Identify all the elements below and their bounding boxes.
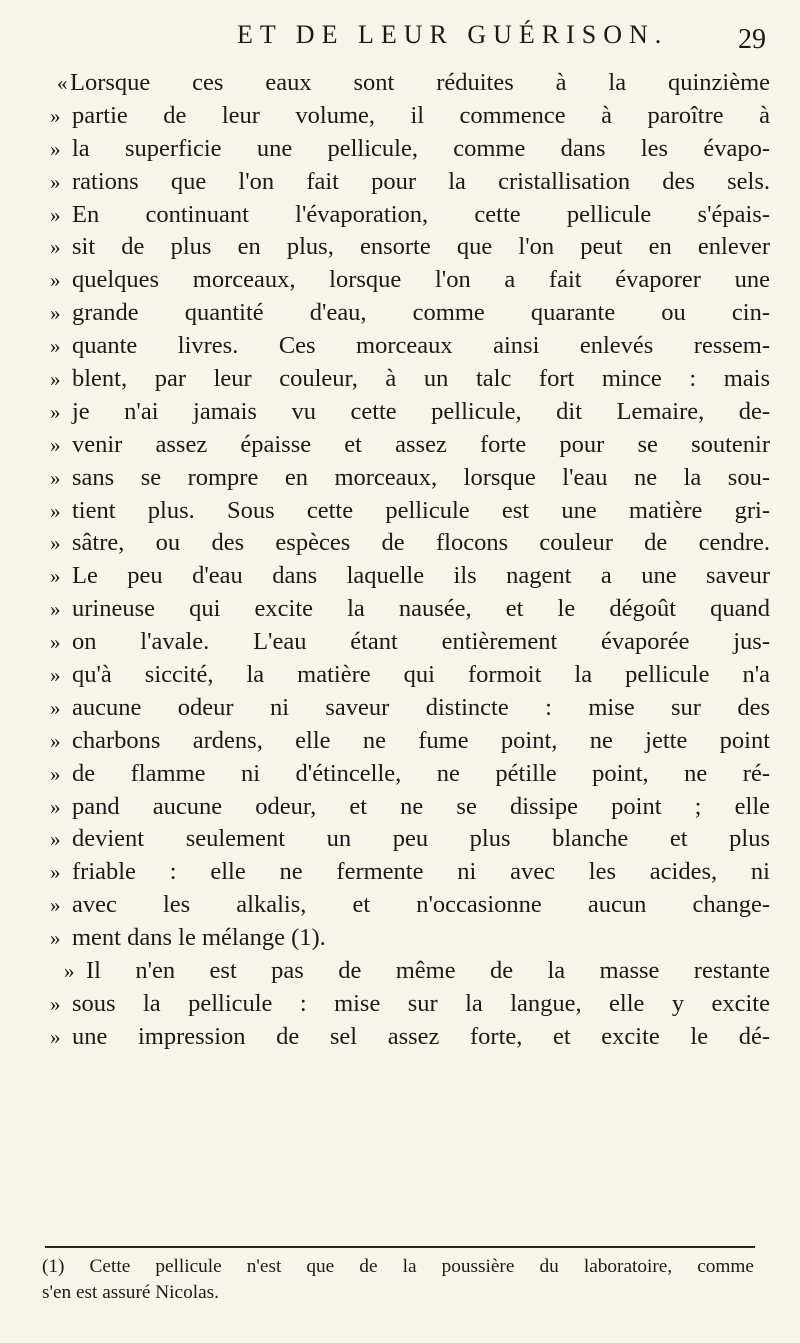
running-head: ET DE LEUR GUÉRISON.: [237, 20, 669, 49]
line-text: une impression de sel assez forte, et excite le dé-: [72, 1022, 770, 1050]
line-text: En continuant l'évaporation, cette pellicule s'épais-: [72, 200, 770, 228]
quote-mark: »: [50, 465, 61, 490]
line-text: venir assez épaisse et assez forte pour se soutenir: [72, 430, 770, 458]
line-text: grande quantité d'eau, comme quarante ou cin-: [72, 299, 770, 327]
quote-mark: »: [50, 103, 61, 128]
text-line: [50, 758, 770, 791]
text-line: [50, 133, 770, 166]
quote-mark: »: [50, 564, 61, 589]
page-number: 29: [738, 24, 766, 55]
line-text: pand aucune odeur, et ne se dissipe point ; elle: [72, 792, 770, 820]
quote-mark: »: [50, 498, 61, 523]
line-text: sit de plus en plus, ensorte que l'on peut en enlever: [72, 233, 770, 261]
text-line: [50, 889, 770, 922]
line-text: je n'ai jamais vu cette pellicule, dit Lemaire, de-: [72, 397, 770, 425]
line-text: ment dans le mélange (1).: [72, 924, 326, 952]
quote-mark: »: [50, 860, 61, 885]
quote-mark: »: [50, 827, 61, 852]
quote-mark: »: [50, 169, 61, 194]
text-line: [50, 593, 770, 626]
quote-mark: »: [50, 893, 61, 918]
text-line: [50, 527, 770, 560]
text-line: [50, 823, 770, 856]
text-line: [50, 462, 770, 495]
text-line: [50, 922, 770, 955]
line-text: partie de leur volume, il commence à paroître à: [72, 101, 770, 129]
quote-mark: »: [50, 301, 61, 326]
line-text: sâtre, ou des espèces de flocons couleur de cendre.: [72, 529, 770, 557]
text-line: [50, 67, 770, 100]
text-line: [50, 856, 770, 889]
line-text: avec les alkalis, et n'occasionne aucun change-: [72, 891, 770, 919]
footnote-line: s'en est assuré Nicolas.: [42, 1282, 219, 1303]
line-text: tient plus. Sous cette pellicule est une matière gri-: [72, 496, 770, 524]
line-text: rations que l'on fait pour la cristallisation des sels.: [72, 167, 770, 195]
text-line: [50, 231, 770, 264]
line-text: Lorsque ces eaux sont réduites à la quinzième: [70, 69, 770, 96]
text-line: [50, 791, 770, 824]
text-line: [50, 725, 770, 758]
quote-mark: «: [57, 71, 68, 95]
text-line: [50, 560, 770, 593]
text-line: [50, 988, 770, 1021]
quote-mark: »: [50, 531, 61, 556]
quote-mark: »: [50, 136, 61, 161]
quote-mark: »: [50, 794, 61, 819]
line-text: quante livres. Ces morceaux ainsi enlevés ressem-: [72, 332, 770, 360]
quote-mark: »: [50, 268, 61, 293]
text-line: [50, 1021, 770, 1054]
text-line: [50, 199, 770, 232]
line-text: urineuse qui excite la nausée, et le dégoût quand: [72, 595, 770, 623]
quote-mark: »: [50, 432, 61, 457]
quote-mark: »: [50, 399, 61, 424]
quote-mark: »: [50, 235, 61, 260]
text-line: [50, 166, 770, 199]
text-line: [50, 495, 770, 528]
line-text: la superficie une pellicule, comme dans les évapo-: [72, 134, 770, 162]
footnote-line: (1) Cette pellicule n'est que de la poussière du laboratoire, comme: [42, 1256, 754, 1277]
line-text: quelques morceaux, lorsque l'on a fait évaporer une: [72, 266, 770, 294]
footnote-rule: [45, 1246, 755, 1248]
line-text: aucune odeur ni saveur distincte : mise sur des: [72, 693, 770, 721]
text-line: [50, 100, 770, 133]
quote-mark: »: [50, 1024, 61, 1049]
line-text: sous la pellicule : mise sur la langue, elle y excite: [72, 989, 770, 1017]
text-line: [50, 363, 770, 396]
line-text: qu'à siccité, la matière qui formoit la pellicule n'a: [72, 661, 770, 689]
quote-mark: »: [50, 202, 61, 227]
line-text: blent, par leur couleur, à un talc fort mince : mais: [72, 365, 770, 393]
quote-mark: »: [50, 695, 61, 720]
quote-mark: »: [50, 334, 61, 359]
line-text: charbons ardens, elle ne fume point, ne jette point: [72, 726, 770, 754]
quote-mark: »: [50, 663, 61, 688]
text-line: [50, 692, 770, 725]
page-header: [0, 20, 800, 60]
line-text: Il n'en est pas de même de la masse restante: [86, 957, 770, 985]
quote-mark: »: [50, 761, 61, 786]
text-line: [50, 955, 770, 988]
text-line: [50, 264, 770, 297]
line-text: sans se rompre en morceaux, lorsque l'eau ne la sou-: [72, 463, 770, 491]
line-text: Le peu d'eau dans laquelle ils nagent a une saveur: [72, 562, 770, 590]
quote-mark: »: [50, 926, 61, 951]
quote-mark: »: [50, 367, 61, 392]
text-line: [50, 297, 770, 330]
quote-mark: »: [50, 630, 61, 655]
line-text: on l'avale. L'eau étant entièrement évaporée jus-: [72, 628, 770, 656]
text-line: [50, 330, 770, 363]
quote-mark: »: [50, 597, 61, 622]
line-text: devient seulement un peu plus blanche et plus: [72, 825, 770, 853]
quote-mark: »: [50, 728, 61, 753]
quote-mark: »: [64, 959, 75, 984]
line-text: de flamme ni d'étincelle, ne pétille point, ne ré-: [72, 759, 770, 787]
text-line: [50, 626, 770, 659]
line-text: friable : elle ne fermente ni avec les acides, ni: [72, 858, 770, 886]
body-text: [50, 67, 770, 1054]
text-line: [50, 429, 770, 462]
text-line: [50, 659, 770, 692]
text-line: [50, 396, 770, 429]
footnote: [42, 1254, 754, 1306]
quote-mark: »: [50, 991, 61, 1016]
